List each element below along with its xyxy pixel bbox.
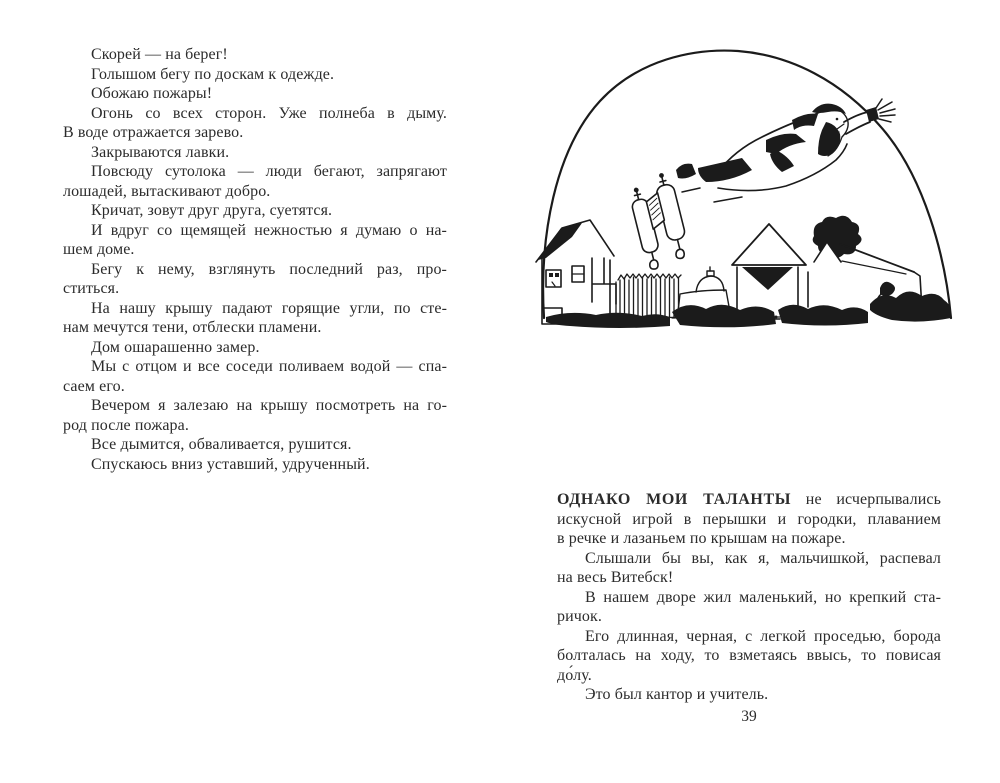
- text-line: саем его.: [63, 377, 125, 395]
- flying-man: [676, 99, 895, 202]
- text-line: Вечером я залезаю на крышу посмотреть на го-: [91, 397, 447, 414]
- text-line: в речке и лазаньем по крышам на пожаре.: [557, 530, 846, 547]
- text-line: На нашу крышу падают горящие угли, по сте-: [91, 299, 447, 317]
- right-page-text: [557, 490, 941, 705]
- text-line: Закрываются лавки.: [91, 143, 230, 161]
- text-line: болталась на ходу, то взметаясь ввысь, то повисая: [557, 647, 941, 664]
- text-line: ричок.: [557, 608, 602, 625]
- text-line: И вдруг со щемящей нежностью я думаю о на-: [91, 221, 447, 239]
- shrubs: [546, 291, 951, 328]
- text-line: до́лу.: [557, 666, 592, 684]
- text-line: Мы с отцом и все соседи поливаем водой — спа-: [91, 358, 447, 375]
- text-line: Слышали бы вы, как я, мальчишкой, распевал: [585, 549, 941, 567]
- text-line: Обожаю пожары!: [91, 85, 213, 102]
- text-line: шем доме.: [63, 241, 135, 258]
- text-line: лошадей, вытаскивают добро.: [63, 182, 271, 200]
- house-left: [536, 220, 616, 324]
- text-line: род после пожара.: [63, 416, 189, 434]
- text-line: искусной игрой в перышки и городки, плаванием: [557, 510, 941, 528]
- paragraph-lead: ОДНАКО МОИ ТАЛАНТЫ: [557, 491, 792, 508]
- text-line: ститься.: [63, 280, 120, 297]
- text-line: Его длинная, черная, с легкой проседью, борода: [585, 627, 941, 645]
- text-line: Скорей — на берег!: [91, 46, 228, 63]
- text-line: Дом ошарашенно замер.: [91, 338, 260, 356]
- text-line: Голышом бегу по доскам к одежде.: [91, 65, 335, 83]
- text-line: Бегу к нему, взглянуть последний раз, про-: [91, 260, 447, 278]
- text-line: нам мечутся тени, отблески пламени.: [63, 319, 322, 336]
- left-page-text: [63, 45, 447, 474]
- page-number: 39: [741, 708, 757, 725]
- text-line: В воде отражается зарево.: [63, 124, 244, 141]
- text-line: ОДНАКО МОИ ТАЛАНТЫ не исчерпывались: [557, 491, 941, 508]
- text-line: В нашем дворе жил маленький, но крепкий ста-: [585, 588, 941, 606]
- text-line: Спускаюсь вниз уставший, удрученный.: [91, 455, 370, 473]
- text-line: Повсюду сутолока — люди бегают, запрягают: [91, 163, 447, 180]
- text-line: Это был кантор и учитель.: [585, 686, 769, 703]
- text-line: Все дымится, обваливается, рушится.: [91, 436, 352, 453]
- torah-scroll: [626, 171, 692, 271]
- text-line: на весь Витебск!: [557, 569, 674, 586]
- illustration: [530, 22, 970, 340]
- text-line: Огонь со всех сторон. Уже полнеба в дыму.: [91, 104, 447, 122]
- text-line: Кричат, зовут друг друга, суетятся.: [91, 202, 333, 219]
